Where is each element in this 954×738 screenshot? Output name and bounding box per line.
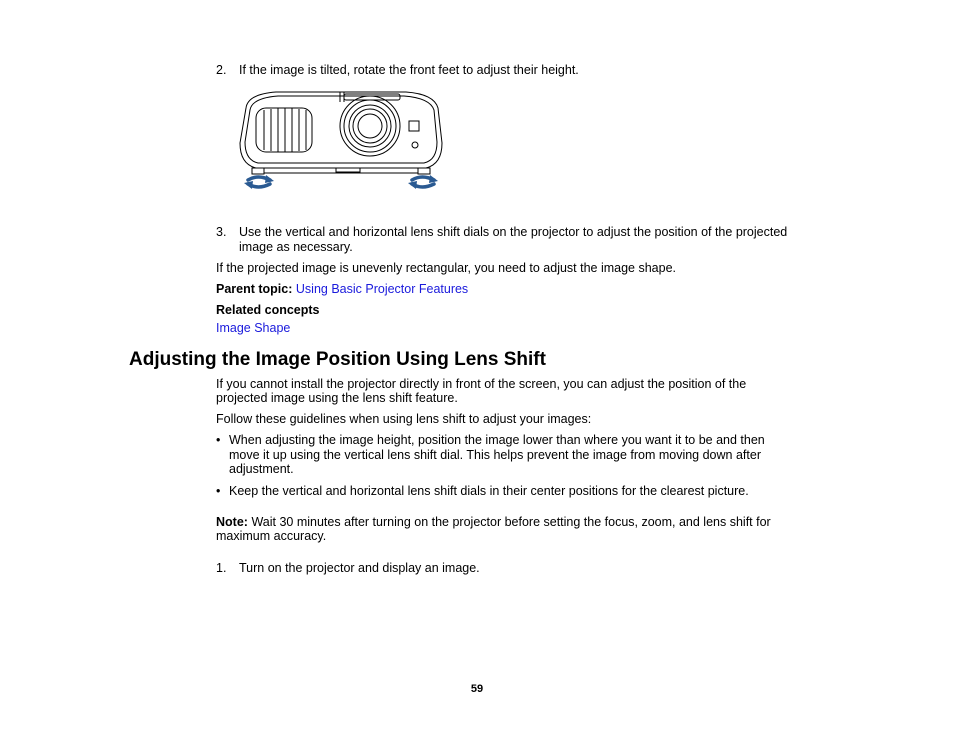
note-text-line-2: maximum accuracy. <box>216 529 327 543</box>
uneven-shape-text: If the projected image is unevenly rectangular, you need to adjust the image shape. <box>216 261 677 275</box>
bullet-text-line-1: When adjusting the image height, position the image lower than where you want it to be and then <box>229 433 765 447</box>
step-text-line-1: Use the vertical and horizontal lens shift dials on the projector to adjust the position of the projected <box>239 225 788 239</box>
step-text: If the image is tilted, rotate the front feet to adjust their height. <box>239 63 579 77</box>
parent-topic-label: Parent topic: <box>216 282 293 296</box>
bullet-text-line-1: Keep the vertical and horizontal lens shift dials in their center positions for the clearest picture. <box>229 484 749 498</box>
bullet-marker: • <box>216 433 221 447</box>
guidelines-text: Follow these guidelines when using lens shift to adjust your images: <box>216 412 592 426</box>
step-text-line-2: image as necessary. <box>239 240 353 254</box>
projector-front-feet-illustration <box>236 88 446 196</box>
bullet-marker: • <box>216 484 221 498</box>
image-shape-link[interactable]: Image Shape <box>216 321 291 335</box>
bullet-text-line-3: adjustment. <box>229 462 294 476</box>
step-number: 2. <box>216 63 227 77</box>
bullet-text-line-2: move it up using the vertical lens shift dial. This helps prevent the image from moving down after <box>229 448 761 462</box>
step-number: 3. <box>216 225 227 239</box>
note-label: Note: <box>216 515 248 529</box>
parent-topic-link[interactable]: Using Basic Projector Features <box>295 282 469 296</box>
intro-line-2: projected image using the lens shift feature. <box>216 391 458 405</box>
parent-topic <box>216 282 468 297</box>
page-number: 59 <box>470 683 484 695</box>
note <box>216 515 771 530</box>
step-number: 1. <box>216 561 227 575</box>
note-text-line-1: Wait 30 minutes after turning on the projector before setting the focus, zoom, and lens shift for <box>251 515 771 529</box>
section-heading: Adjusting the Image Position Using Lens Shift <box>129 349 546 370</box>
step-text: Turn on the projector and display an image. <box>239 561 480 575</box>
intro-line-1: If you cannot install the projector directly in front of the screen, you can adjust the position of the <box>216 377 747 391</box>
related-concepts-label: Related concepts <box>216 303 320 317</box>
